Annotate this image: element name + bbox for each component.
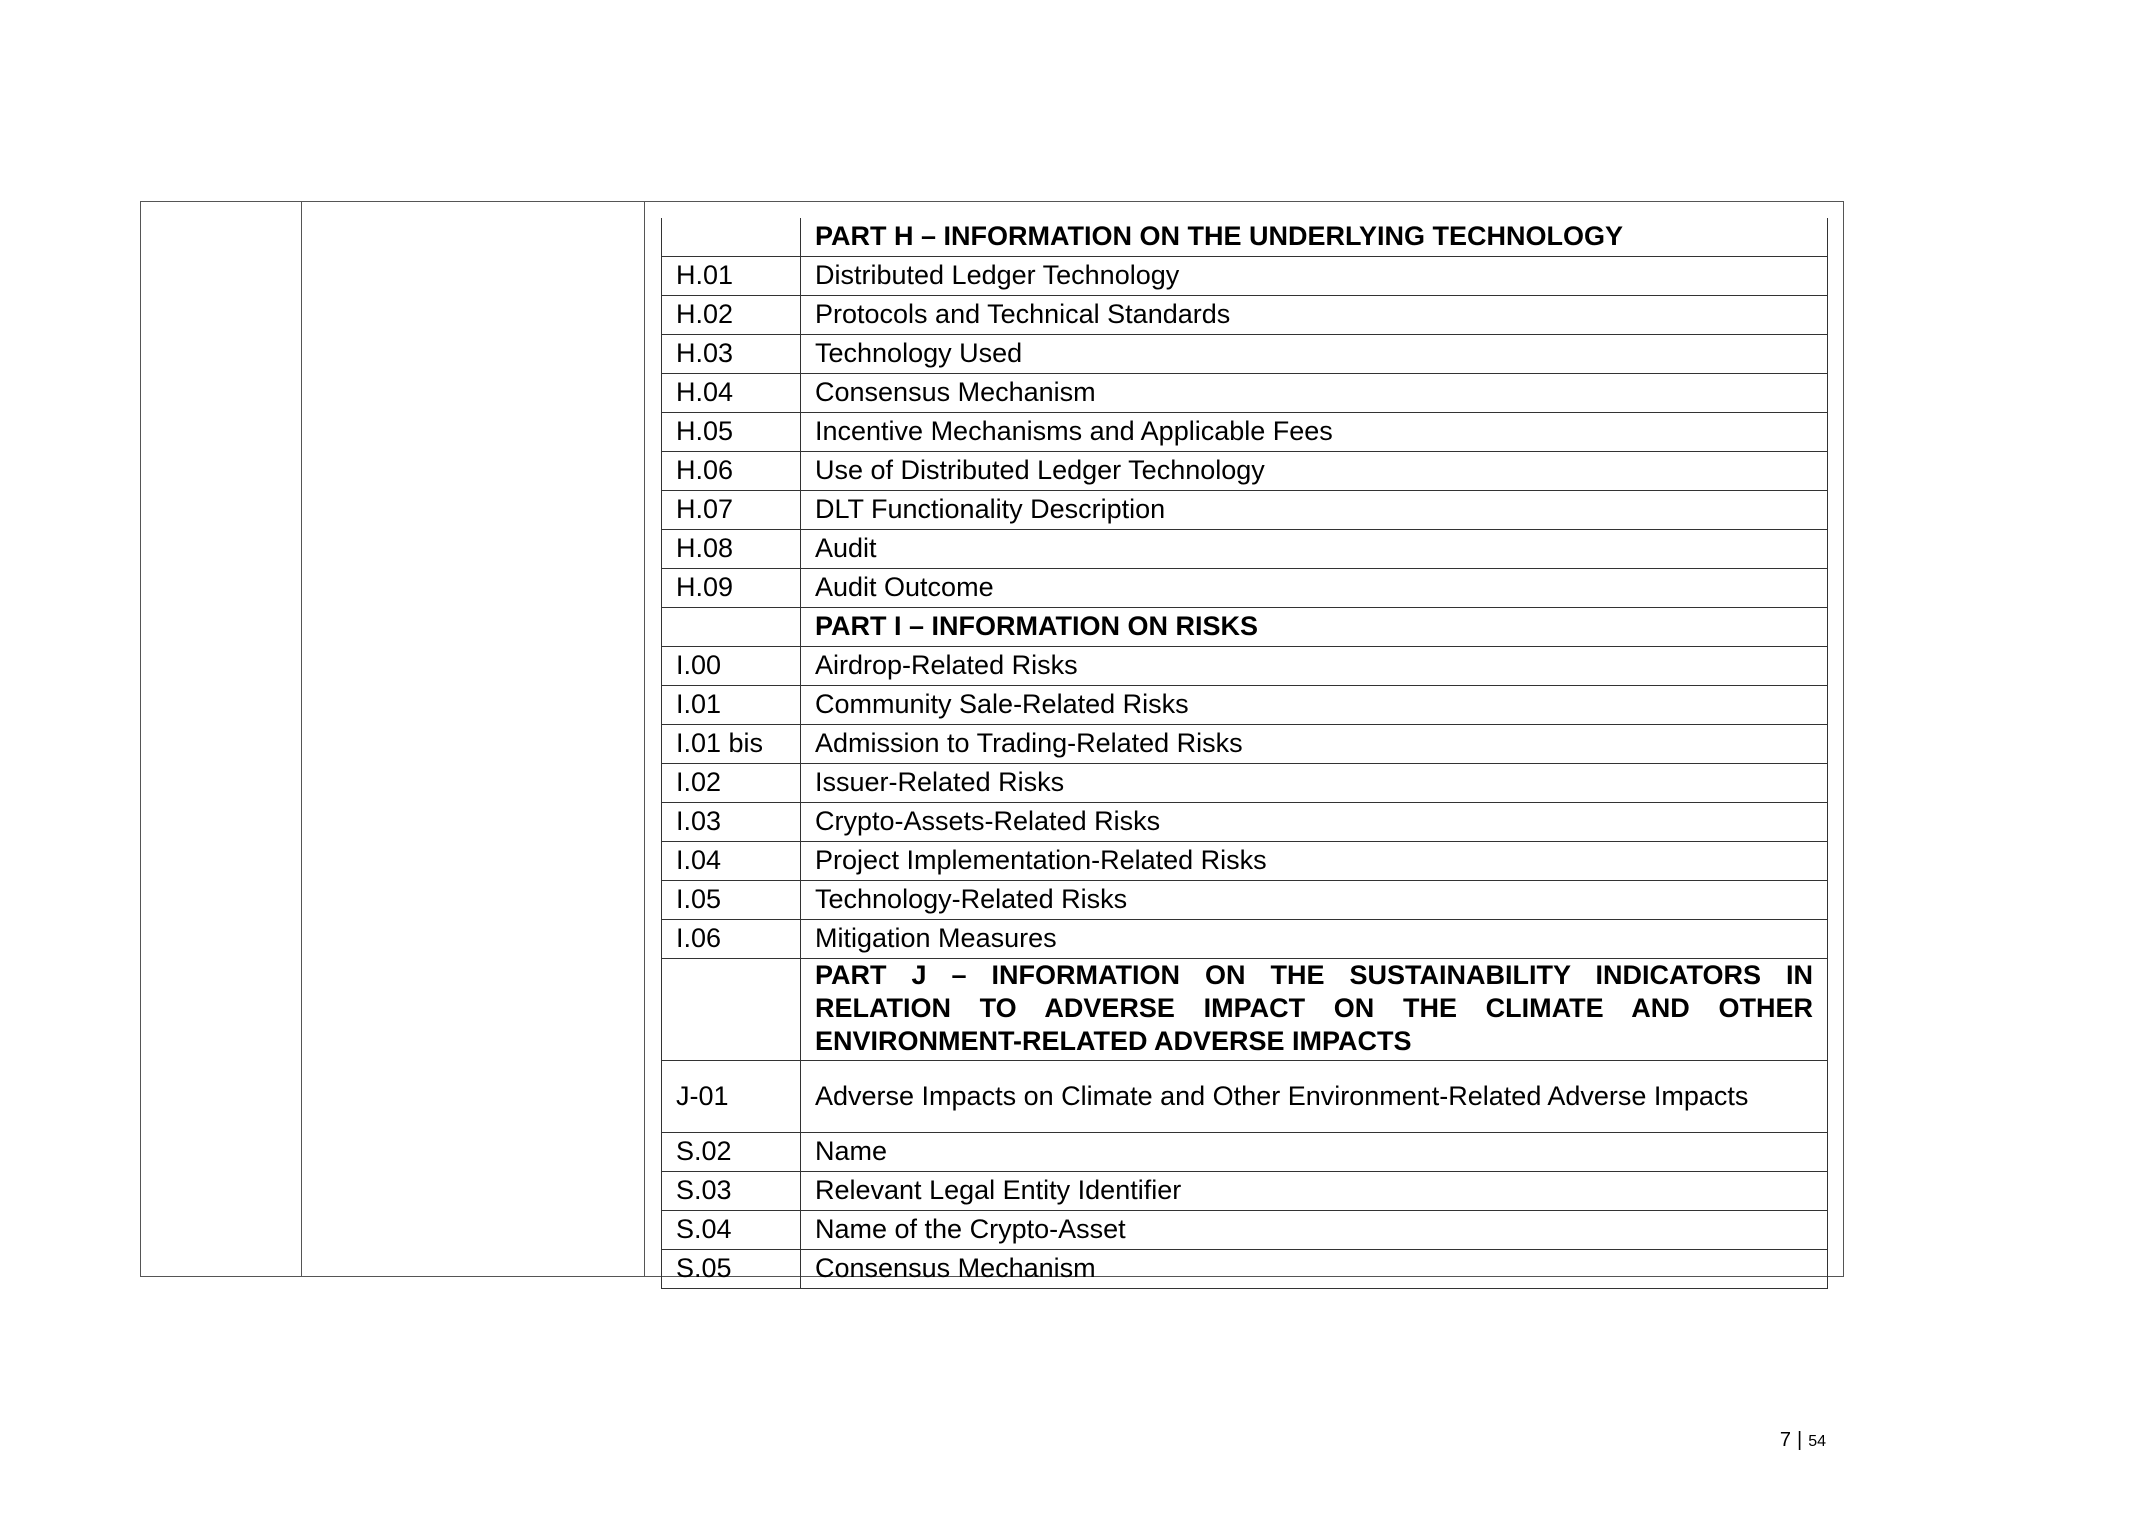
field-code [662,608,801,647]
table-row [662,1250,1828,1289]
page-number [1780,1428,1826,1454]
table-row [662,725,1828,764]
field-code: H.02 [662,296,801,335]
table-row [662,920,1828,959]
table-row [662,881,1828,920]
page-separator: | [1797,1429,1803,1451]
part-heading: PART J – INFORMATION ON THE SUSTAINABILITY INDICATORS IN RELATION TO ADVERSE IMPACT ON THE CLIMATE AND OTHER ENVIRONMENT-RELATED ADVERSE IMPACTS [801,959,1828,1061]
part-heading: PART H – INFORMATION ON THE UNDERLYING TECHNOLOGY [801,218,1828,257]
table-row [662,335,1828,374]
field-title: Community Sale-Related Risks [801,686,1828,725]
table-row [662,686,1828,725]
field-title: Technology Used [801,335,1828,374]
whitepaper-fields-table [661,218,1828,1289]
field-code: H.06 [662,452,801,491]
field-title: Mitigation Measures [801,920,1828,959]
total-pages: 54 [1808,1433,1826,1450]
field-code: I.01 [662,686,801,725]
table-row [662,608,1828,647]
table-row [662,374,1828,413]
table-row [662,1061,1828,1133]
field-code: S.05 [662,1250,801,1289]
table-row [662,803,1828,842]
table-row [662,491,1828,530]
field-title: Use of Distributed Ledger Technology [801,452,1828,491]
field-code: H.01 [662,257,801,296]
field-code: H.07 [662,491,801,530]
table-row [662,569,1828,608]
table-row [662,413,1828,452]
field-title: Consensus Mechanism [801,374,1828,413]
field-code: I.02 [662,764,801,803]
field-title: Name of the Crypto-Asset [801,1211,1828,1250]
table-row [662,1211,1828,1250]
field-title: Technology-Related Risks [801,881,1828,920]
field-code: S.04 [662,1211,801,1250]
table-row [662,1172,1828,1211]
field-code: H.04 [662,374,801,413]
field-code: H.08 [662,530,801,569]
field-title: Issuer-Related Risks [801,764,1828,803]
field-title: Protocols and Technical Standards [801,296,1828,335]
field-title: Relevant Legal Entity Identifier [801,1172,1828,1211]
part-heading: PART I – INFORMATION ON RISKS [801,608,1828,647]
table-row [662,647,1828,686]
field-title: Crypto-Assets-Related Risks [801,803,1828,842]
table-row [662,959,1828,1061]
field-code: I.06 [662,920,801,959]
table-row [662,764,1828,803]
field-title: Project Implementation-Related Risks [801,842,1828,881]
field-title: DLT Functionality Description [801,491,1828,530]
field-title: Admission to Trading-Related Risks [801,725,1828,764]
field-code: I.04 [662,842,801,881]
field-title: Adverse Impacts on Climate and Other Environment-Related Adverse Impacts [801,1061,1828,1133]
field-code: H.05 [662,413,801,452]
field-title: Distributed Ledger Technology [801,257,1828,296]
field-title: Consensus Mechanism [801,1250,1828,1289]
field-title: Airdrop-Related Risks [801,647,1828,686]
table-row [662,218,1828,257]
table-row [662,842,1828,881]
field-code: H.03 [662,335,801,374]
field-code: J-01 [662,1061,801,1133]
field-code [662,959,801,1061]
field-code: S.02 [662,1133,801,1172]
table-row [662,296,1828,335]
current-page: 7 [1779,1429,1791,1451]
field-code: H.09 [662,569,801,608]
field-code: I.01 bis [662,725,801,764]
column-divider [301,202,302,1276]
field-code [662,218,801,257]
field-code: I.05 [662,881,801,920]
table-row [662,257,1828,296]
field-title: Audit [801,530,1828,569]
field-title: Name [801,1133,1828,1172]
outer-table [140,201,1844,1283]
field-title: Incentive Mechanisms and Applicable Fees [801,413,1828,452]
table-row [662,530,1828,569]
field-code: I.00 [662,647,801,686]
column-divider [644,202,645,1276]
field-title: Audit Outcome [801,569,1828,608]
table-row [662,1133,1828,1172]
field-code: S.03 [662,1172,801,1211]
table-row [662,452,1828,491]
field-code: I.03 [662,803,801,842]
